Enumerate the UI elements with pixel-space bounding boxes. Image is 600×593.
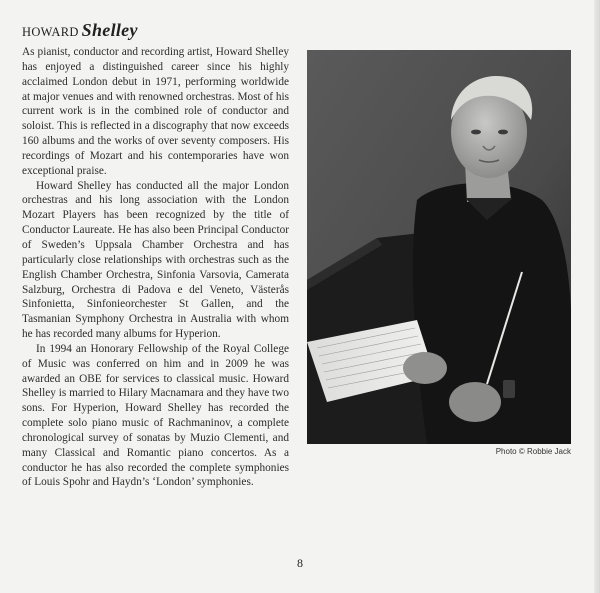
bio-paragraph: In 1994 an Honorary Fellowship of the Royal College of Music was conferred on him and in 2009 he was awarded an OBE for services to classical music. Howard Shelley is married to Hilary Macnamara and they have two sons. For Hyperion, Howard Shelley has recorded the complete solo piano music of Rachmaninov, a complete chronological survey of sonatas by Muzio Clementi, and many Classical and Romantic piano concertos. As a conductor he has also recorded the complete symphonies of Louis Spohr and Haydn’s ‘London’ symphonies. bbox=[22, 342, 289, 489]
heading-last-name: Shelley bbox=[81, 20, 138, 40]
bio-paragraph: As pianist, conductor and recording artist, Howard Shelley has enjoyed a distinguished career since his highly acclaimed London debut in 1971, performing worldwide at major venues and with renowned orchestras. Most of his current work is in the combined role of conductor and soloist. This is reflected in a discography that now exceeds 160 albums and the works of over seventy composers. His recordings of Mozart and his contemporaries have won exceptional praise. bbox=[22, 46, 289, 177]
page-number: 8 bbox=[297, 556, 303, 570]
photo-credit: Photo © Robbie Jack bbox=[495, 447, 571, 456]
heading-first-name: HOWARD bbox=[22, 25, 79, 39]
bio-paragraph: Howard Shelley has conducted all the major London orchestras and his long association with the London Mozart Players has been recognized by the title of Conductor Laureate. He has also been Principal Conductor of Sweden’s Uppsala Chamber Orchestra and has particularly close relationships with orchestras such as the English Chamber Orchestra, Sinfonia Varsovia, Camerata Salzburg, Orchestra di Padova e del Veneto, Västerås Sinfonietta, Sinfonieorchester St Gallen, and the Tasmanian Symphony Orchestra in Australia with whom he has recorded many albums for Hyperion. bbox=[22, 179, 289, 341]
portrait-photo bbox=[307, 50, 571, 444]
page-edge bbox=[594, 0, 600, 593]
biography-text bbox=[22, 45, 289, 490]
article-heading bbox=[22, 20, 138, 41]
